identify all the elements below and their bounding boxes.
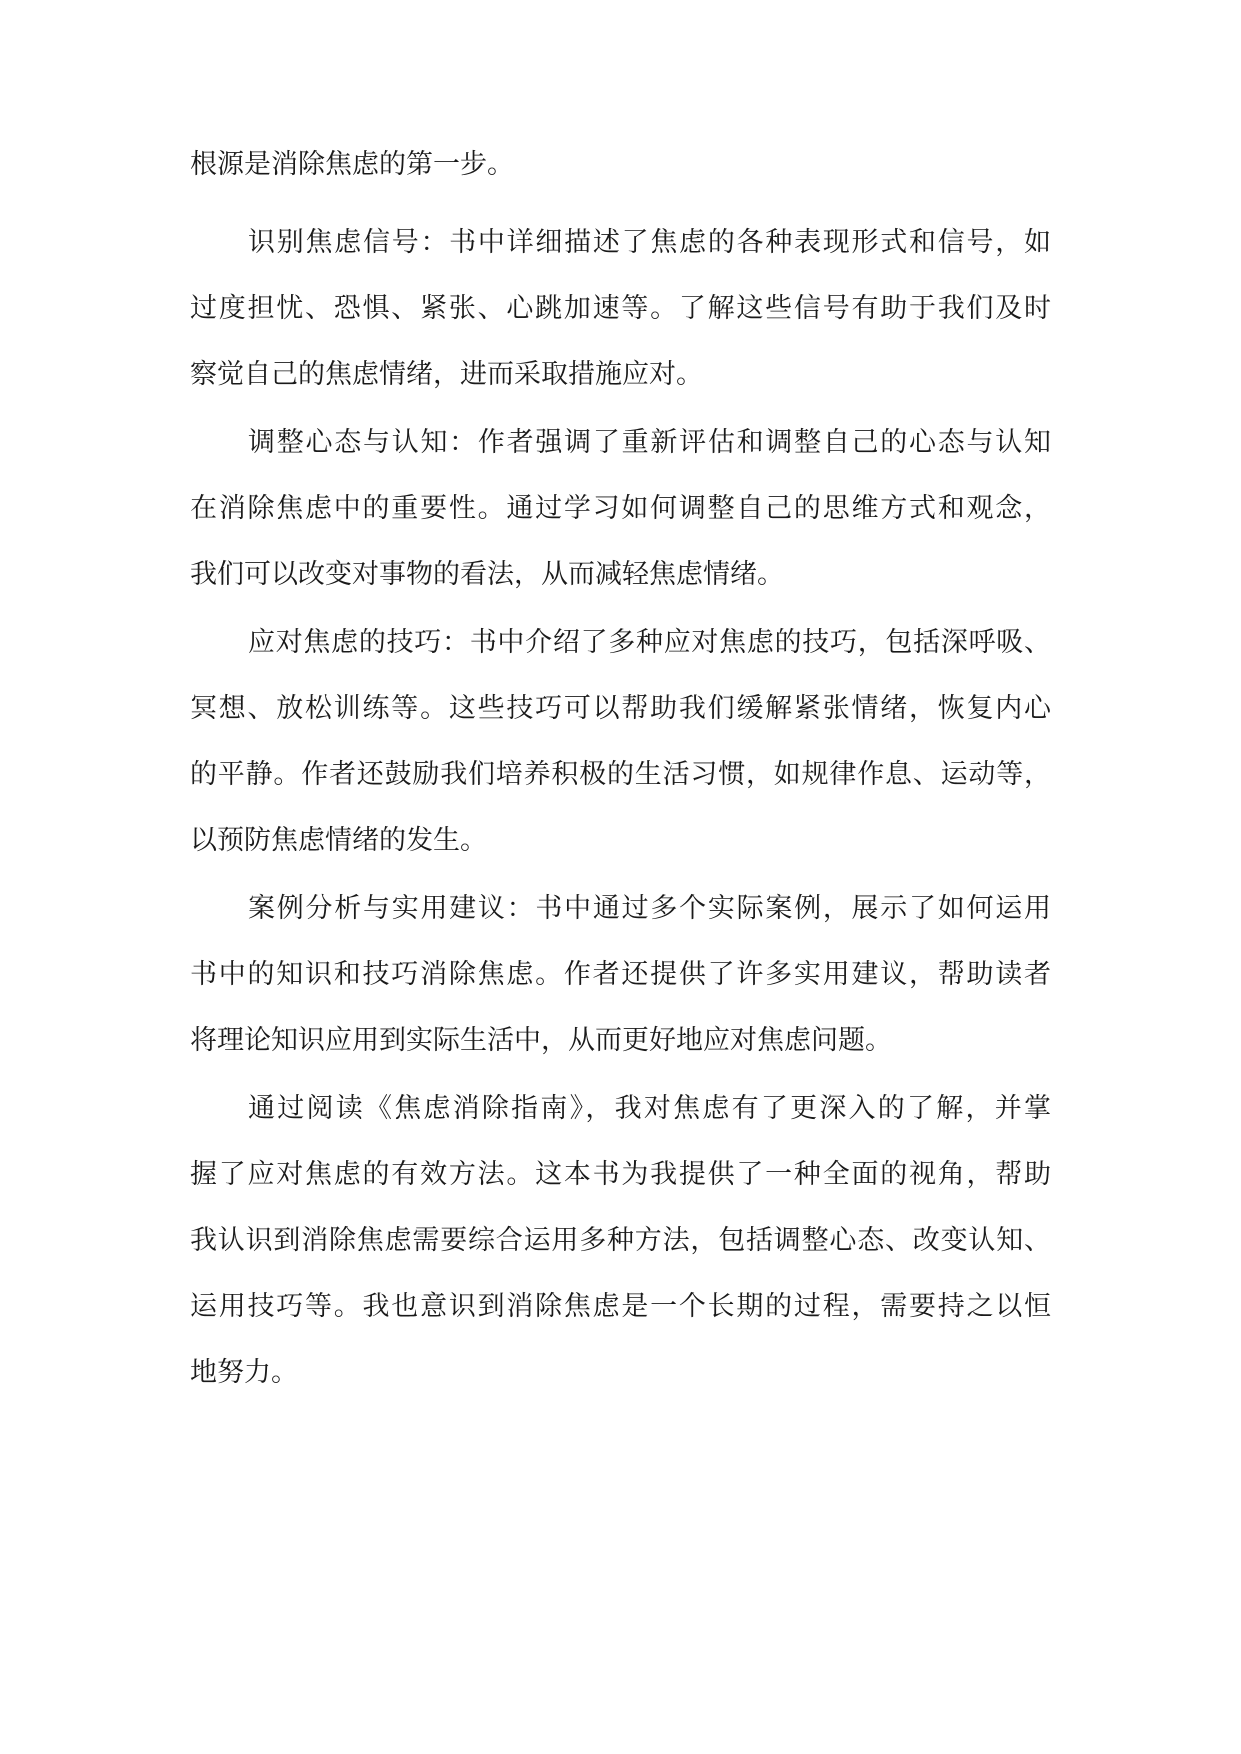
text-line: 以预防焦虑情绪的发生。: [190, 825, 487, 856]
text-line: 冥想、放松训练等。这些技巧可以帮助我们缓解紧张情绪，恢复内心: [190, 693, 1051, 724]
text-line: 根源是消除焦虑的第一步。: [190, 149, 514, 180]
text-line: 运用技巧等。我也意识到消除焦虑是一个长期的过程，需要持之以恒: [190, 1291, 1051, 1322]
paragraph-first-line: 调整心态与认知：作者强调了重新评估和调整自己的心态与认知: [248, 427, 1051, 458]
text-line: 察觉自己的焦虑情绪，进而采取措施应对。: [190, 359, 703, 390]
text-line: 我认识到消除焦虑需要综合运用多种方法，包括调整心态、改变认知、: [190, 1225, 1051, 1256]
text-line: 握了应对焦虑的有效方法。这本书为我提供了一种全面的视角，帮助: [190, 1159, 1051, 1190]
text-line: 将理论知识应用到实际生活中，从而更好地应对焦虑问题。: [190, 1025, 892, 1056]
paragraph-first-line: 应对焦虑的技巧：书中介绍了多种应对焦虑的技巧，包括深呼吸、: [248, 627, 1051, 658]
text-line: 地努力。: [190, 1357, 298, 1388]
text-line: 书中的知识和技巧消除焦虑。作者还提供了许多实用建议，帮助读者: [190, 959, 1051, 990]
paragraph-first-line: 通过阅读《焦虑消除指南》，我对焦虑有了更深入的了解，并掌: [248, 1093, 1051, 1124]
text-line: 的平静。作者还鼓励我们培养积极的生活习惯，如规律作息、运动等，: [190, 759, 1051, 790]
text-line: 我们可以改变对事物的看法，从而减轻焦虑情绪。: [190, 559, 784, 590]
paragraph-first-line: 案例分析与实用建议：书中通过多个实际案例，展示了如何运用: [248, 893, 1051, 924]
text-line: 在消除焦虑中的重要性。通过学习如何调整自己的思维方式和观念，: [190, 493, 1051, 524]
paragraph-first-line: 识别焦虑信号：书中详细描述了焦虑的各种表现形式和信号，如: [248, 227, 1051, 258]
text-line: 过度担忧、恐惧、紧张、心跳加速等。了解这些信号有助于我们及时: [190, 293, 1051, 324]
